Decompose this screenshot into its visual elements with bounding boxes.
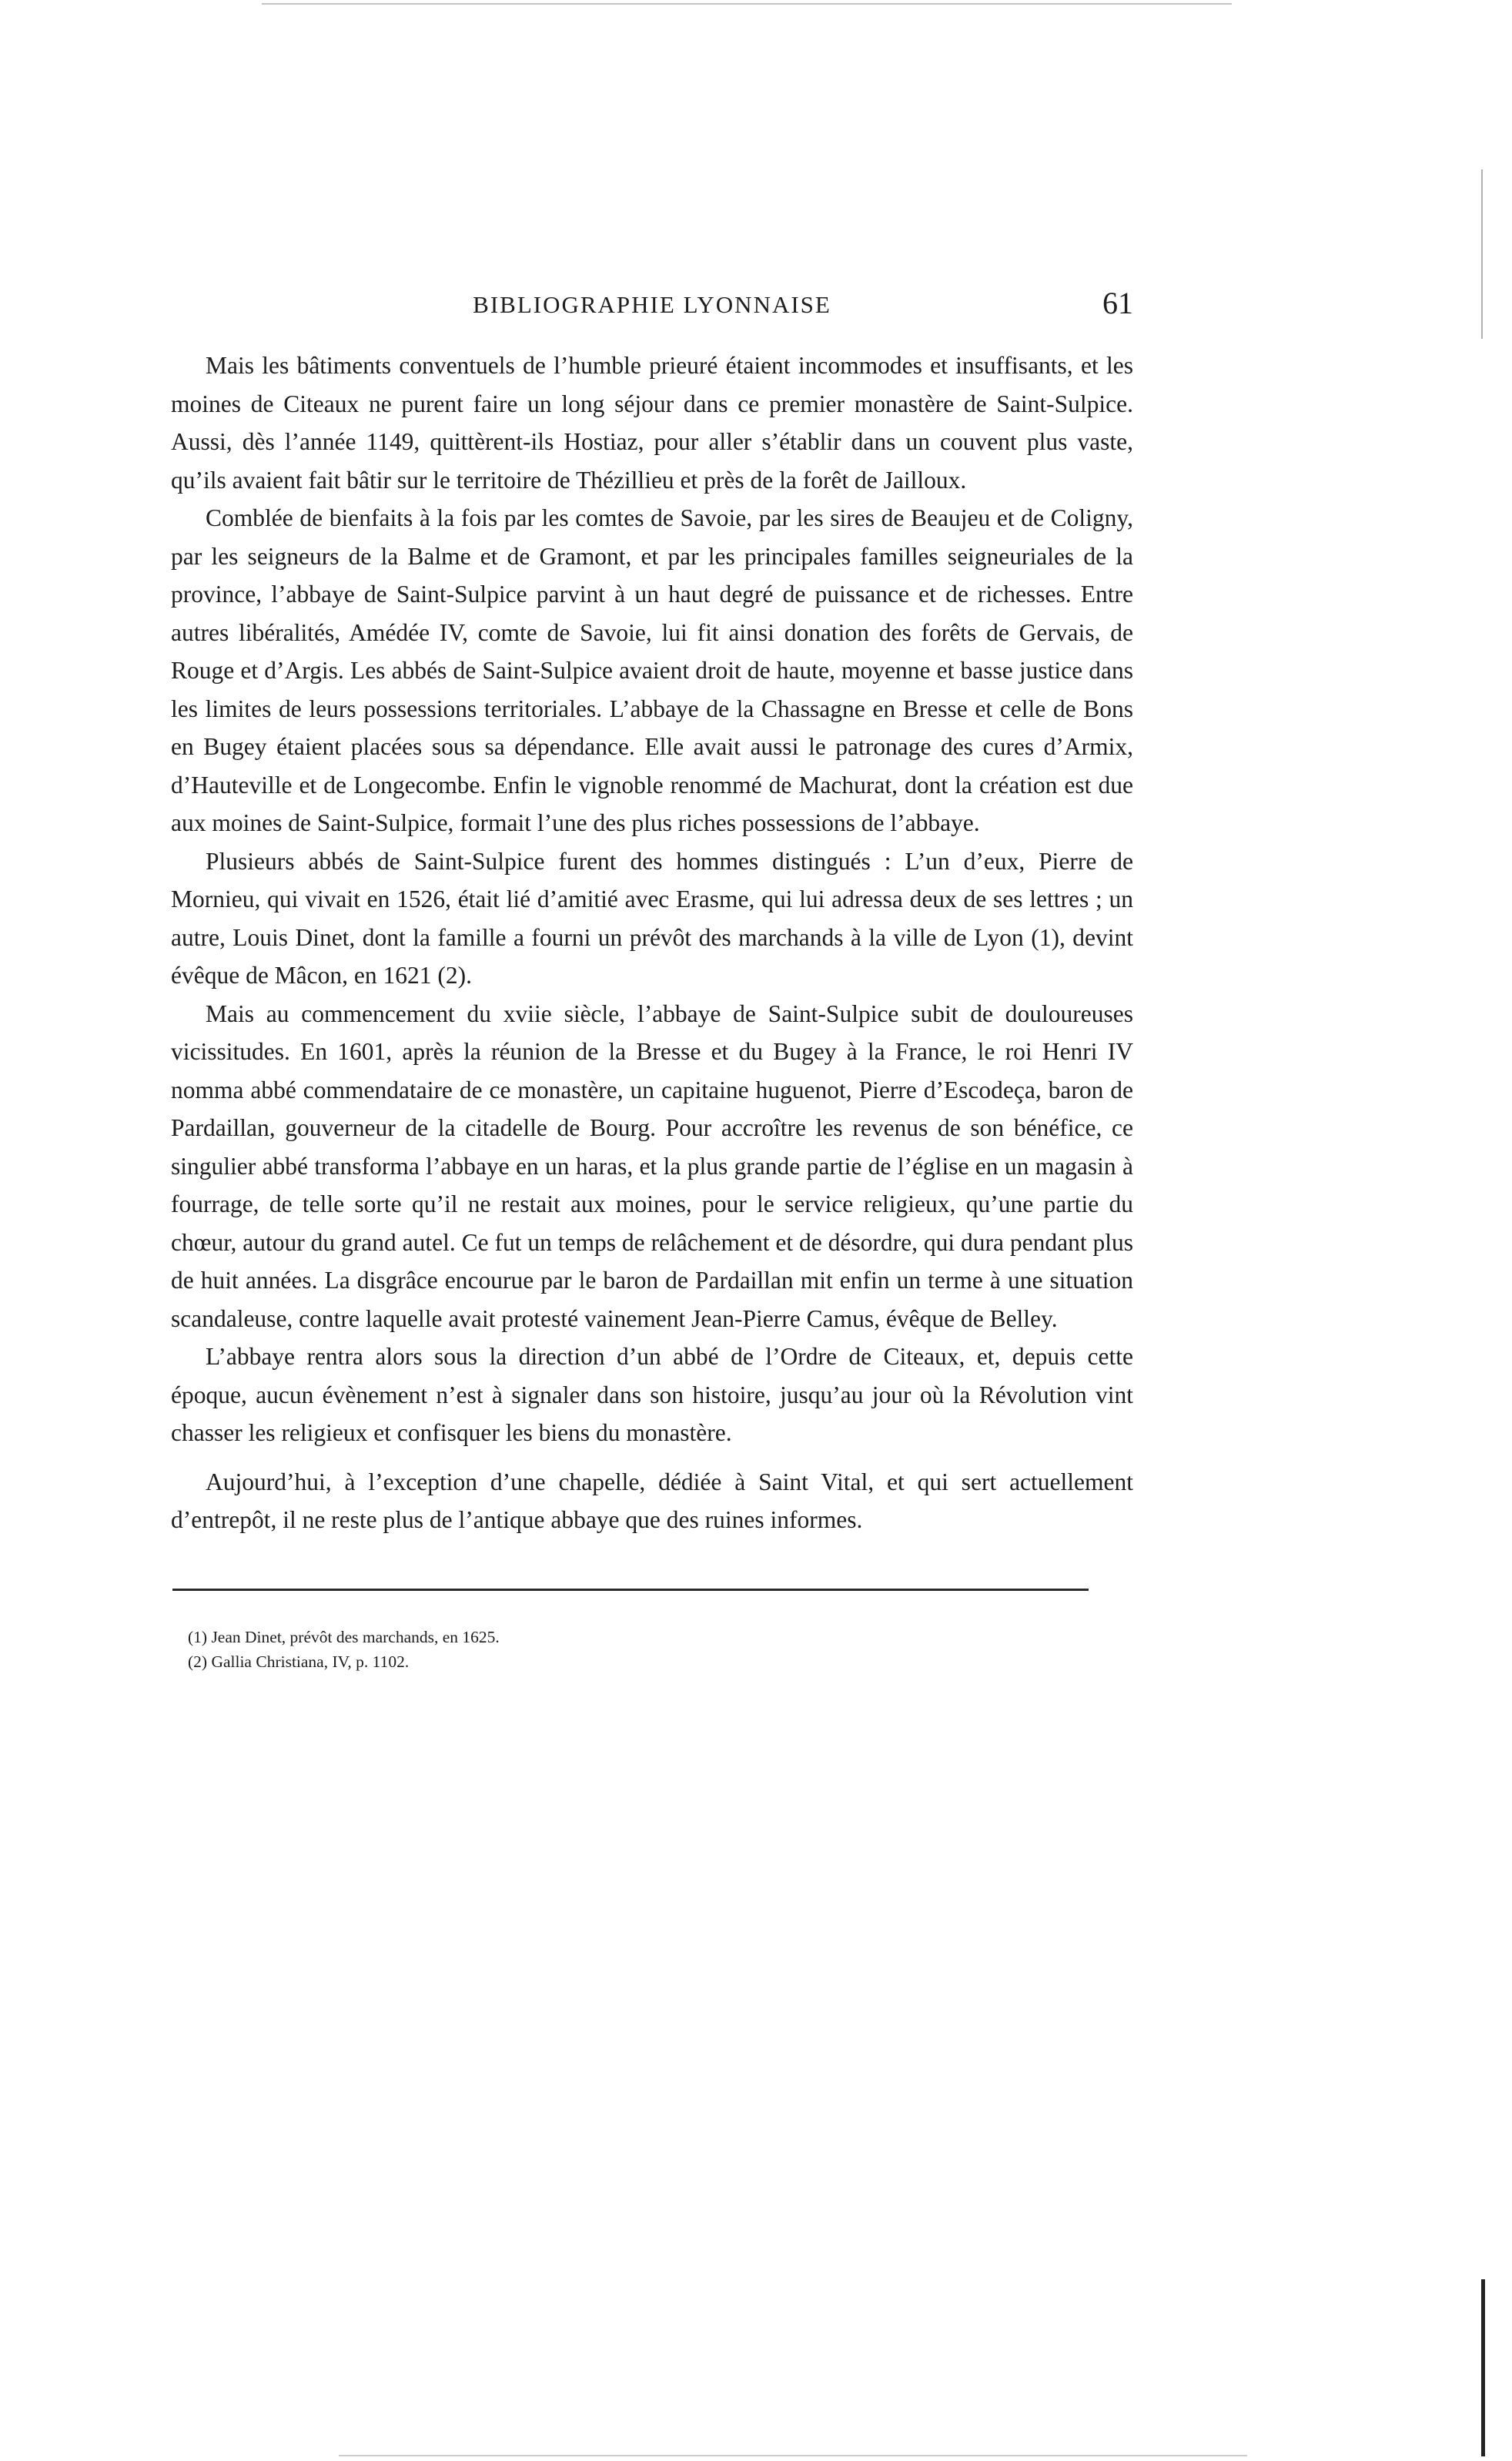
paragraph-1: Mais les bâtiments conventuels de l’humble prieuré étaient incommodes et insuffisants, et les moines de Citeaux ne purent faire un long séjour dans ce premier monastère de Saint-Sulpice. Aussi, dès l’année 1149, quittèrent-ils Hostiaz, pour aller s’établir dans un couvent plus vaste, qu’ils avaient fait bâtir sur le territoire de Thézillieu et près de la forêt de Jailloux. [171, 352, 1133, 494]
paragraph-4: Mais au commencement du xviie siècle, l’abbaye de Saint-Sulpice subit de douloureuses vicissitudes. En 1601, après la réunion de la Bresse et du Bugey à la France, le roi Henri IV nomma abbé commendataire de ce monastère, un capitaine huguenot, Pierre d’Escodeça, baron de Pardaillan, gouverneur de la citadelle de Bourg. Pour accroître les revenus de son bénéfice, ce singulier abbé transforma l’abbaye en un haras, et la plus grande partie de l’église en un magasin à fourrage, de telle sorte qu’il ne restait aux moines, pour le service religieux, qu’une partie du chœur, autour du grand autel. Ce fut un temps de relâchement et de désordre, qui dura pendant plus de huit années. La disgrâce encourue par le baron de Pardaillan mit enfin un terme à une situation scandaleuse, contre laquelle avait protesté vainement Jean-Pierre Camus, évêque de Belley. [171, 999, 1133, 1332]
paragraph-6: Aujourd’hui, à l’exception d’une chapelle, dédiée à Saint Vital, et qui sert actuellement d’entrepôt, il ne reste plus de l’antique abbaye que des ruines informes. [171, 1468, 1133, 1533]
page-number: 61 [1102, 286, 1133, 320]
paragraph-3: Plusieurs abbés de Saint-Sulpice furent des hommes distingués : L’un d’eux, Pierre de Mornieu, qui vivait en 1526, était lié d’amitié avec Erasme, qui lui adressa deux de ses lettres ; un autre, Louis Dinet, dont la famille a fourni un prévôt des marchands à la ville de Lyon (1), devint évêque de Mâcon, en 1621 (2). [171, 847, 1133, 989]
paragraph-5: L’abbaye rentra alors sous la direction d’un abbé de l’Ordre de Citeaux, et, depuis cette époque, aucun évènement n’est à signaler dans son histoire, jusqu’au jour où la Révolution vint chasser les religieux et confisquer les biens du monastère. [171, 1343, 1133, 1446]
paragraph-2: Comblée de bienfaits à la fois par les comtes de Savoie, par les sires de Beaujeu et de Coligny, par les seigneurs de la Balme et de Gramont, et par les principales familles seigneuriales de la province, l’abbaye de Saint-Sulpice parvint à un haut degré de puissance et de richesses. Entre autres libéralités, Amédée IV, comte de Savoie, lui fit ainsi donation des forêts de Gervais, de Rouge et d’Argis. Les abbés de Saint-Sulpice avaient droit de haute, moyenne et basse justice dans les limites de leurs possessions territoriales. L’abbaye de la Chassagne en Bresse et celle de Bons en Bugey étaient placées sous sa dépendance. Elle avait aussi le patronage des cures d’Armix, d’Hauteville et de Longecombe. Enfin le vignoble renommé de Machurat, dont la création est due aux moines de Saint-Sulpice, formait l’une des plus riches possessions de l’abbaye. [171, 504, 1133, 836]
footnote-rule [172, 1589, 1089, 1591]
footnotes [188, 1625, 1133, 1674]
book-page [171, 285, 1133, 1674]
body-text [171, 347, 1133, 1539]
scan-artifact-bottom [339, 2455, 1247, 2456]
footnote-1: (1) Jean Dinet, prévôt des marchands, en 1625. [188, 1627, 500, 1646]
scan-edge-right [1481, 169, 1483, 339]
scan-artifact-top [262, 3, 1232, 5]
footnote-2: (2) Gallia Christiana, IV, p. 1102. [188, 1652, 410, 1671]
running-head [171, 285, 1133, 339]
scan-edge-right-bottom [1481, 2279, 1485, 2456]
running-title: BIBLIOGRAPHIE LYONNAISE [473, 291, 831, 318]
